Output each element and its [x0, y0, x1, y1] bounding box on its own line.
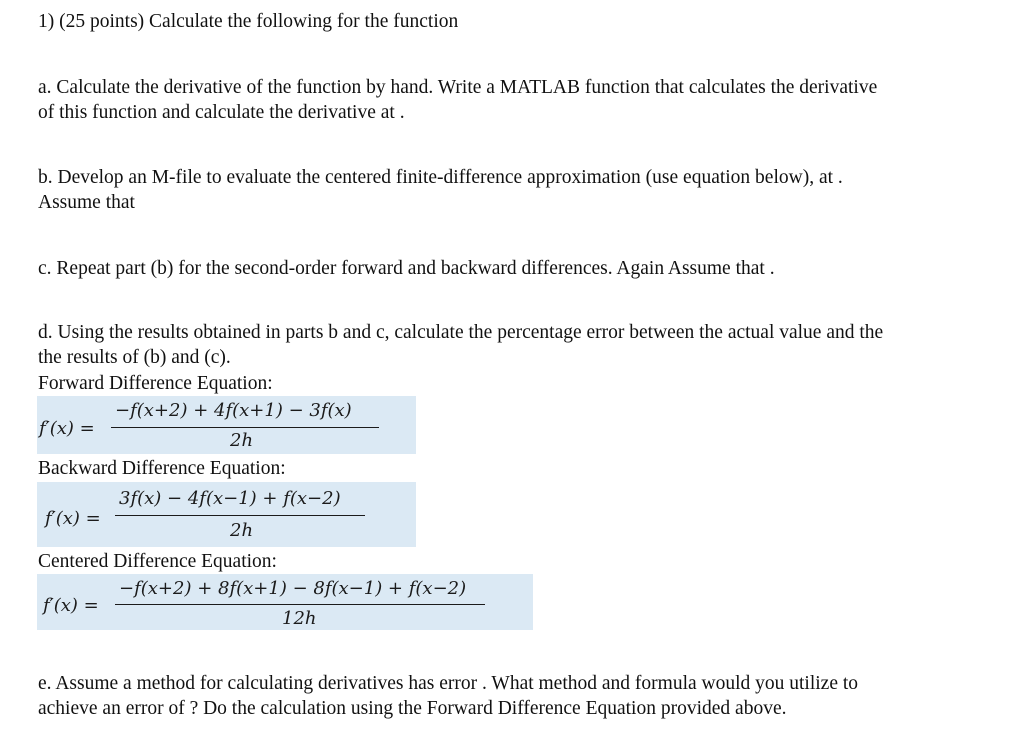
problem-header: 1) (25 points) Calculate the following for the function [38, 11, 459, 32]
part-c: c. Repeat part (b) for the second-order forward and backward differences. Again Assume that . [38, 258, 775, 279]
forward-difference-equation [37, 396, 416, 454]
forward-lhs: f′(x) = [39, 418, 95, 439]
backward-fraction-bar [115, 515, 365, 516]
part-d-line2: the results of (b) and (c). [38, 347, 231, 368]
forward-fraction-bar [111, 427, 379, 428]
part-b-line2: Assume that [38, 192, 135, 213]
backward-denominator: 2h [230, 520, 254, 541]
part-a-line1: a. Calculate the derivative of the function by hand. Write a MATLAB function that calculates the derivative [38, 77, 878, 98]
centered-fraction-bar [115, 604, 485, 605]
centered-numerator: −f(x+2) + 8f(x+1) − 8f(x−1) + f(x−2) [119, 578, 467, 599]
centered-difference-equation [37, 574, 533, 630]
backward-difference-equation [37, 482, 416, 547]
part-e-line1: e. Assume a method for calculating derivatives has error . What method and formula would you utilize to [38, 673, 859, 694]
part-e-line2: achieve an error of ? Do the calculation using the Forward Difference Equation provided above. [38, 698, 787, 719]
forward-denominator: 2h [230, 430, 254, 451]
centered-denominator: 12h [282, 608, 317, 629]
backward-difference-label: Backward Difference Equation: [38, 458, 286, 479]
part-d-line1: d. Using the results obtained in parts b and c, calculate the percentage error between the actual value and the [38, 322, 884, 343]
backward-numerator: 3f(x) − 4f(x−1) + f(x−2) [119, 488, 341, 509]
part-b-line1: b. Develop an M-file to evaluate the centered finite-difference approximation (use equation below), at . [38, 167, 843, 188]
centered-difference-label: Centered Difference Equation: [38, 551, 277, 572]
part-a-line2: of this function and calculate the derivative at . [38, 102, 405, 123]
forward-difference-label: Forward Difference Equation: [38, 373, 273, 394]
backward-lhs: f′(x) = [45, 508, 101, 529]
forward-numerator: −f(x+2) + 4f(x+1) − 3f(x) [115, 400, 352, 421]
centered-lhs: f′(x) = [43, 595, 99, 616]
